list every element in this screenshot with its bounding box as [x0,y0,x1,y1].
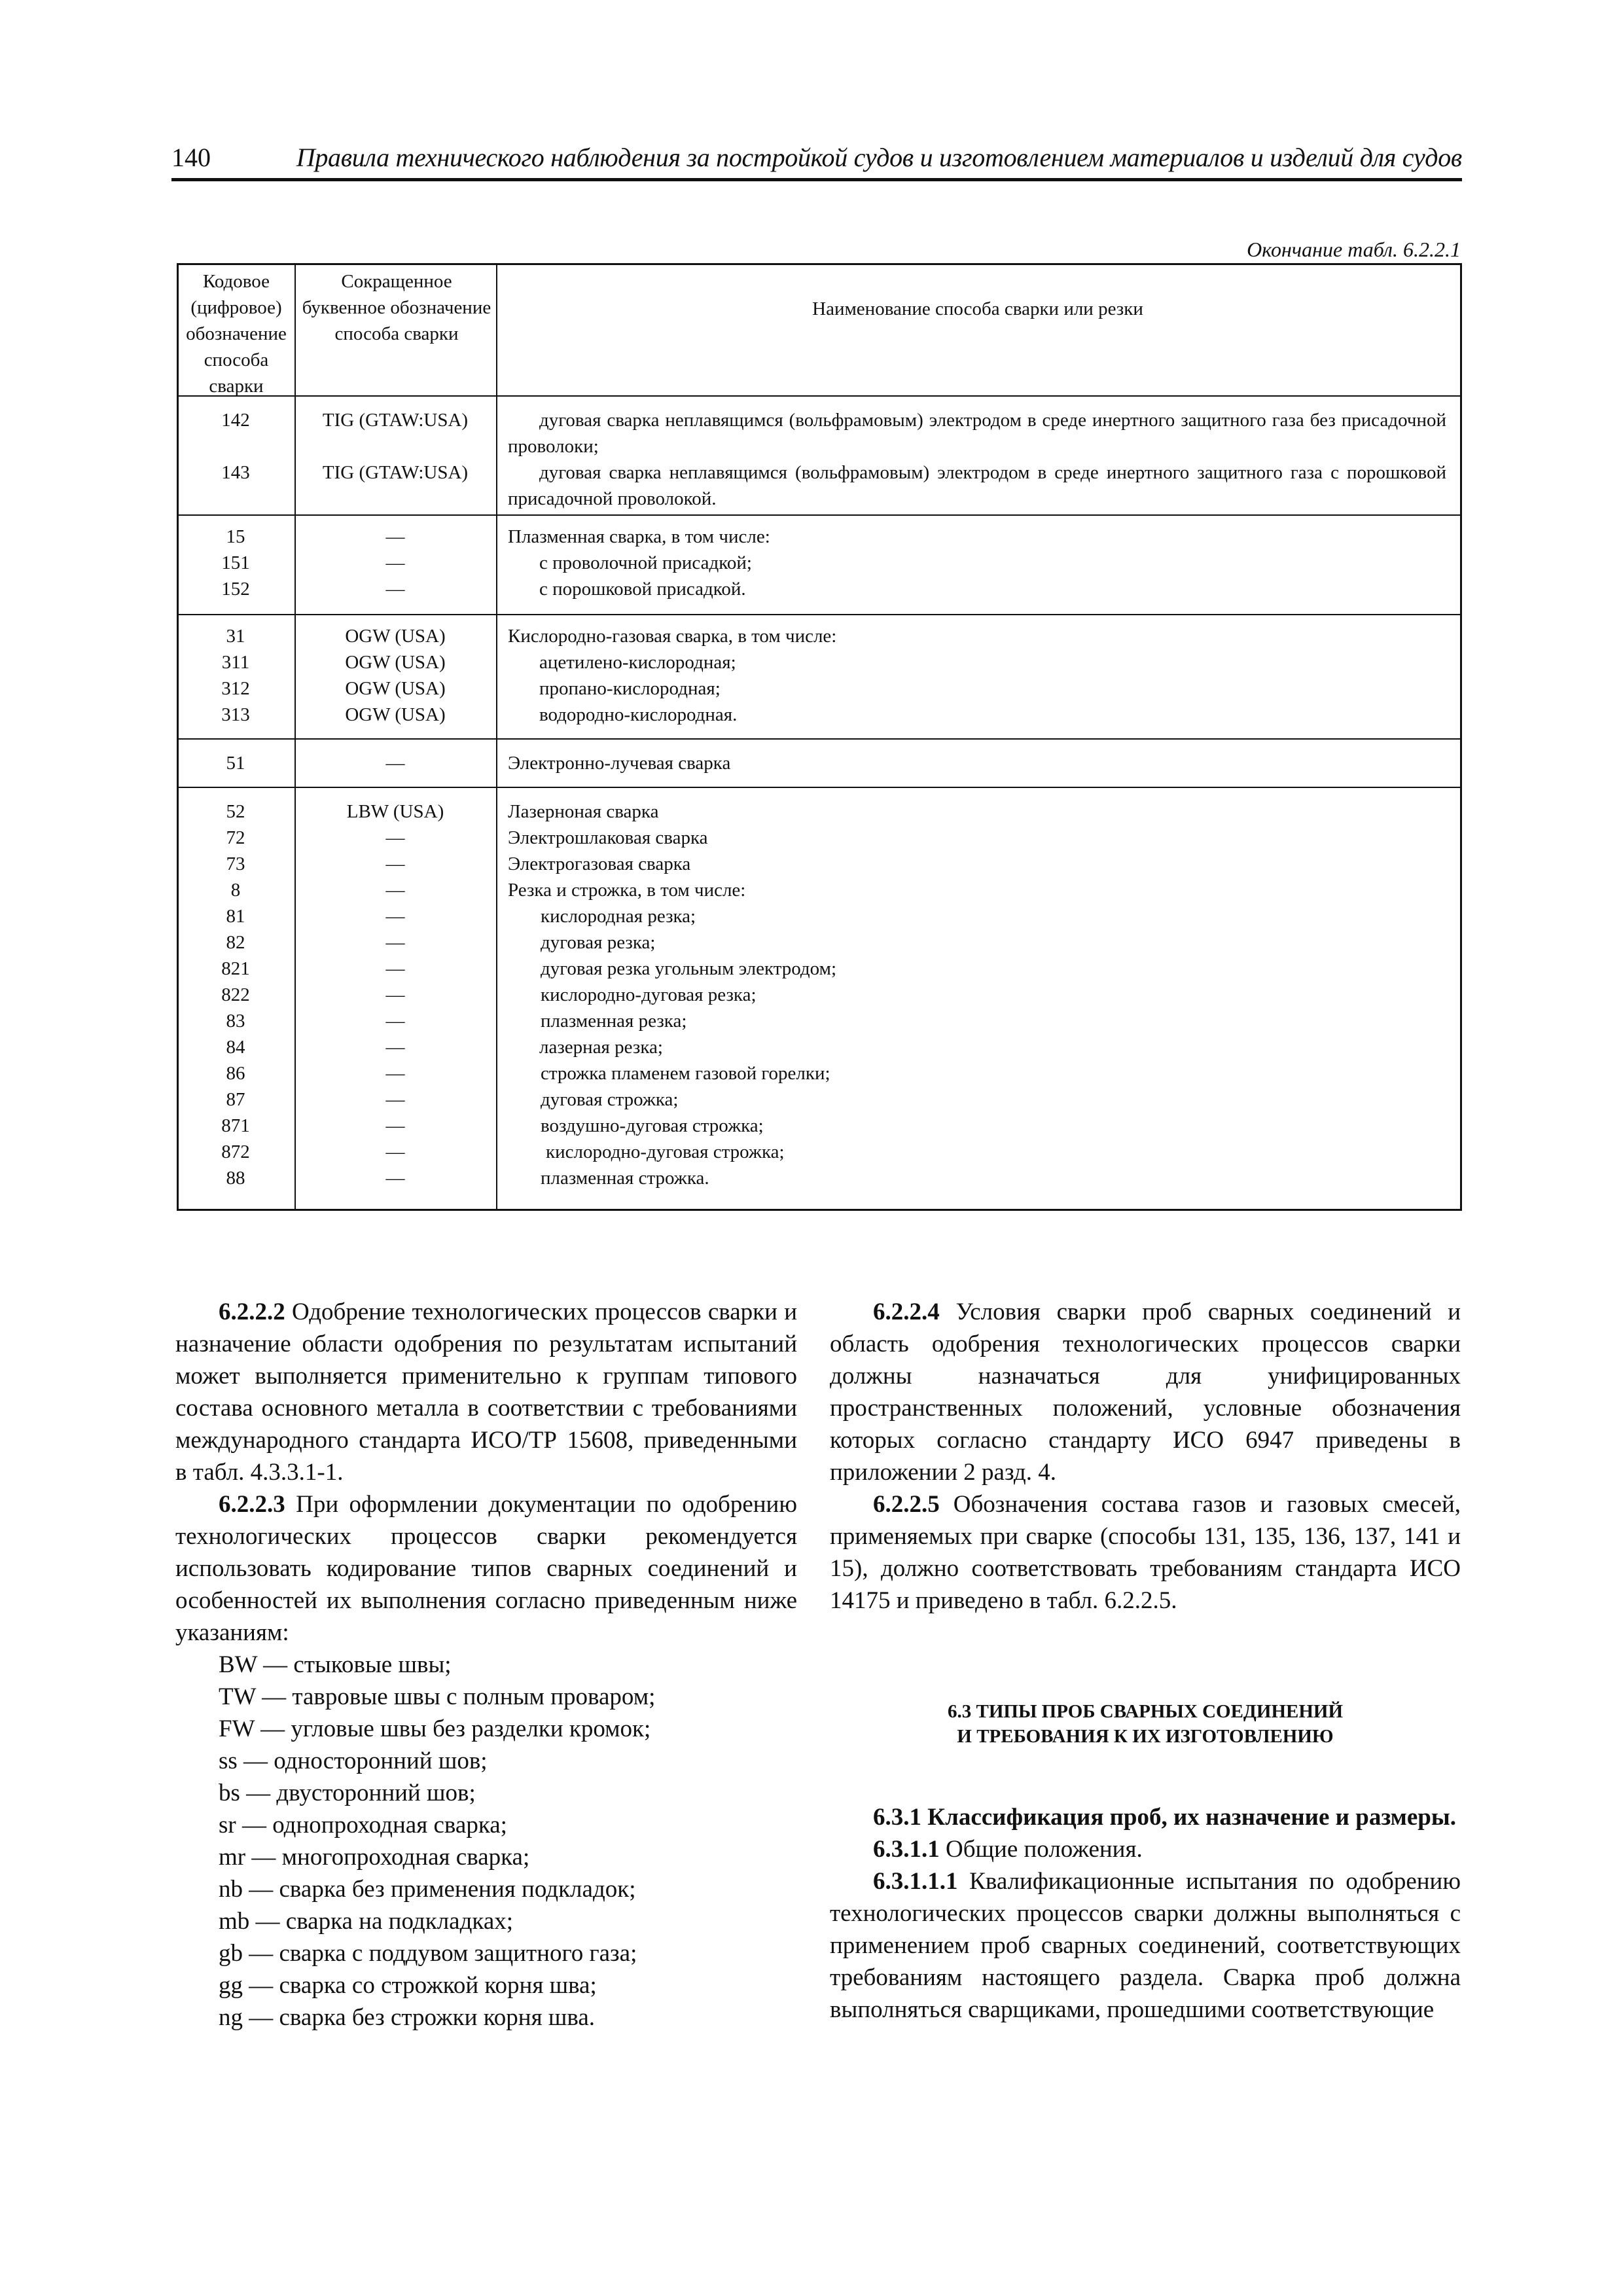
cell-name: Плазменная сварка, в том числе: [508,526,770,547]
cell-name: строжка пламенем газовой горелки; [541,1063,830,1084]
cell-name: с проволочной присадкой; [539,552,752,573]
cell-abbr: OGW (USA) [345,652,446,673]
header-abbr: Сокращенное буквенное обозначение способа сварки [302,271,491,344]
cell-name: кислородно-дуговая строжка; [546,1141,785,1162]
cell-code: 81 [226,906,245,927]
list-item: mr — многопроходная сварка; [219,1844,530,1871]
cell-code: 313 [221,704,250,725]
paragraph-text: Обозначения состава газов и газовых смесей, применяемых при сварке (способы 131, 135, 136, 137, 141 и 15), должно соответствовать требованиям стандарта ИСО 14175 и приведено в табл. 6.2.2.5. [830,1491,1461,1614]
paragraph-6-3-1-1-1 [830,1865,1461,2026]
cell-name: дуговая резка угольным электродом; [541,958,837,979]
cell-code: 31 [226,626,245,647]
table-caption: Окончание табл. 6.2.2.1 [1247,238,1461,261]
list-item: bs — двусторонний шов; [219,1780,476,1806]
section-heading-line: И ТРЕБОВАНИЯ К ИХ ИЗГОТОВЛЕНИЮ [957,1726,1334,1747]
page-header [171,139,1462,181]
cell-code: 15 [226,526,245,547]
subsection-6-3-1 [830,1801,1461,1833]
list-item: ng — сварка без строжки корня шва. [219,2004,596,2031]
cell-name: лазерная резка; [539,1037,663,1058]
cell-abbr: — [385,526,405,547]
cell-abbr: — [385,906,405,927]
cell-name: водородно-кислородная. [539,704,738,725]
joint-code-list [175,1649,797,2034]
clause-number: 6.3.1.1.1 [873,1868,958,1895]
cell-name: Электронно-лучевая сварка [508,753,731,774]
list-item: BW — стыковые швы; [219,1651,452,1678]
cell-abbr: — [385,1037,405,1058]
cell-abbr: — [385,1063,405,1084]
cell-abbr: OGW (USA) [345,626,446,647]
cell-abbr: — [385,932,405,953]
cell-code: 87 [226,1089,245,1110]
cell-abbr: OGW (USA) [345,678,446,699]
cell-name: плазменная резка; [541,1011,687,1031]
cell-abbr: — [385,958,405,979]
right-column-top [830,1296,1461,1617]
list-item: FW — угловые швы без разделки кромок; [219,1715,651,1742]
cell-code: 142 [221,410,250,431]
section-heading-line: 6.3 ТИПЫ ПРОБ СВАРНЫХ СОЕДИНЕНИЙ [947,1701,1344,1722]
cell-abbr: — [385,1089,405,1110]
list-item: mb — сварка на подкладках; [219,1908,514,1935]
cell-name: Резка и строжка, в том числе: [508,880,746,901]
paragraph-6-2-2-4 [830,1296,1461,1488]
list-item: gb — сварка с поддувом защитного газа; [219,1940,637,1967]
cell-code: 88 [226,1168,245,1189]
cell-name: дуговая резка; [541,932,656,953]
subsection-6-3-1-1 [830,1833,1461,1865]
cell-name: воздушно-дуговая строжка; [541,1115,764,1136]
paragraph-text: Квалификационные испытания по одобрению технологических процессов сварки должны выполняться с применением проб сварных соединений, соответствующих требованиям настоящего раздела. Сварка проб должна выполняться сварщиками, прошедшими соответствующие [830,1868,1461,2023]
cell-code: 52 [226,801,245,822]
cell-name: дуговая строжка; [541,1089,679,1110]
table-rule [177,395,1461,397]
table-divider [496,263,497,1210]
cell-name: кислородная резка; [541,906,696,927]
page-number: 140 [171,143,211,172]
header-code: Кодовое (цифровое) обозначение способа сварки [186,271,287,397]
cell-code: 871 [221,1115,250,1136]
cell-code: 8 [230,880,241,901]
cell-name: Лазерноная сварка [508,801,659,822]
cell-abbr: — [385,984,405,1005]
clause-number: 6.2.2.5 [873,1491,940,1518]
cell-code: 872 [221,1141,250,1162]
cell-abbr: — [385,552,405,573]
cell-code: 151 [221,552,250,573]
right-column-bottom [830,1801,1461,2026]
cell-code: 83 [226,1011,245,1031]
cell-code: 82 [226,932,245,953]
cell-name: дуговая сварка неплавящимся (вольфрамовым) электродом в среде инертного защитного газа с порошковой присадочной проволокой. [508,462,1446,509]
cell-code: 152 [221,579,250,600]
paragraph-6-2-2-2 [175,1296,797,1488]
cell-abbr: — [385,827,405,848]
paragraph-6-2-2-5 [830,1488,1461,1617]
section-heading [830,1699,1461,1749]
left-column [175,1296,797,2034]
clause-number: 6.2.2.4 [873,1299,940,1325]
cell-abbr: — [385,1011,405,1031]
list-item: ss — односторонний шов; [219,1748,488,1774]
cell-abbr: — [385,1168,405,1189]
clause-number: 6.3.1 [873,1804,921,1831]
cell-code: 84 [226,1037,245,1058]
cell-code: 821 [221,958,250,979]
subsection-title: Общие положения. [946,1836,1143,1863]
cell-name: кислородно-дуговая резка; [541,984,757,1005]
cell-abbr: TIG (GTAW:USA) [322,410,469,431]
cell-abbr: — [385,753,405,774]
cell-code: 86 [226,1063,245,1084]
list-item: sr — однопроходная сварка; [219,1812,507,1839]
cell-abbr: OGW (USA) [345,704,446,725]
cell-abbr: — [385,1141,405,1162]
list-item: gg — сварка со строжкой корня шва; [219,1972,597,1999]
cell-abbr: — [385,1115,405,1136]
paragraph-text: Условия сварки проб сварных соединений и область одобрения технологических процессов сварки должны назначаться для унифицированных пространственных положений, условные обозначения которых согласно стандарту ИСО 6947 приведены в приложении 2 разд. 4. [830,1299,1461,1486]
paragraph-6-2-2-3 [175,1488,797,1649]
paragraph-text: Одобрение технологических процессов сварки и назначение области одобрения по результатам испытаний может выполняется применительно к группам типового состава основного металла в соответствии с требованиями международного стандарта ИСО/ТР 15608, приведенными в табл. 4.3.3.1-1. [175,1299,797,1486]
cell-abbr: — [385,880,405,901]
cell-name: плазменная строжка. [541,1168,709,1189]
cell-code: 73 [226,853,245,874]
table-rule [177,514,1461,516]
table-rule [177,787,1461,788]
header-name: Наименование способа сварки или резки [812,298,1143,319]
cell-name: ацетилено-кислородная; [539,652,736,673]
cell-code: 72 [226,827,245,848]
running-title: Правила технического наблюдения за постройкой судов и изготовлением материалов и изделий для судов [296,143,1462,172]
cell-code: 51 [226,753,245,774]
clause-number: 6.2.2.3 [219,1491,285,1518]
welding-methods-table [177,263,1461,1210]
cell-name: Кислородно-газовая сварка, в том числе: [508,626,837,647]
cell-code: 311 [221,652,250,673]
cell-name: дуговая сварка неплавящимся (вольфрамовым) электродом в среде инертного защитного газа без присадочной проволоки; [508,410,1446,457]
cell-abbr: — [385,853,405,874]
cell-code: 312 [221,678,250,699]
table-rule [177,738,1461,740]
cell-abbr: — [385,579,405,600]
clause-number: 6.2.2.2 [219,1299,285,1325]
cell-abbr: LBW (USA) [346,801,444,822]
subsection-title: Классификация проб, их назначение и размеры. [927,1804,1456,1831]
table-rule [177,614,1461,615]
cell-name: Электрошлаковая сварка [508,827,708,848]
cell-abbr: TIG (GTAW:USA) [322,462,469,483]
cell-name: Электрогазовая сварка [508,853,691,874]
list-item: TW — тавровые швы с полным проваром; [219,1683,656,1710]
clause-number: 6.3.1.1 [873,1836,940,1863]
cell-name: с порошковой присадкой. [539,579,746,600]
cell-name: пропано-кислородная; [539,678,721,699]
list-item: nb — сварка без применения подкладок; [219,1876,636,1903]
cell-code: 822 [221,984,250,1005]
cell-code: 143 [221,462,250,483]
paragraph-text: При оформлении документации по одобрению технологических процессов сварки рекомендуется использовать кодирование типов сварных соединений и особенностей их выполнения согласно приведенным ниже указаниям: [175,1491,798,1646]
